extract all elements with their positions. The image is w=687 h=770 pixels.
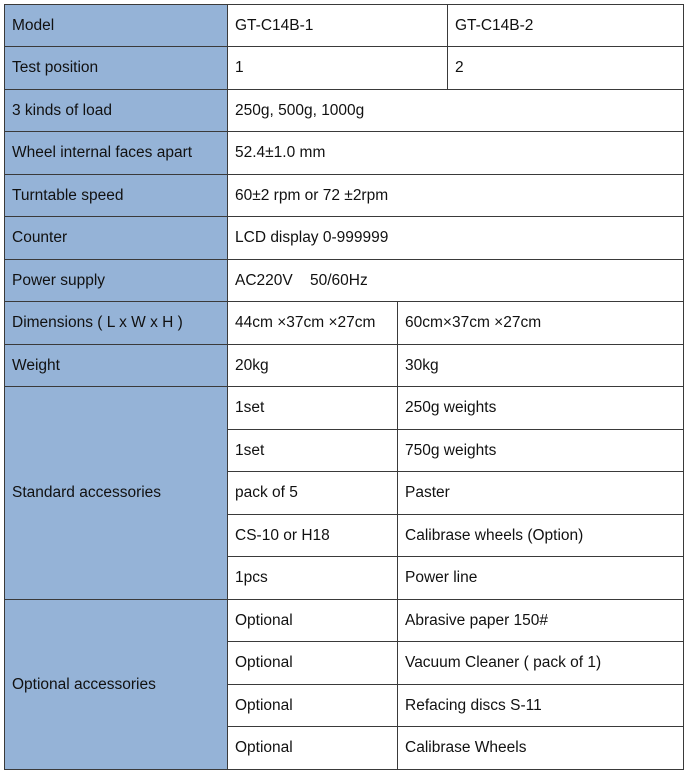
load-label: 3 kinds of load [5, 90, 228, 132]
test-position-value-1: 1 [228, 47, 448, 90]
weight-label: Weight [5, 345, 228, 387]
spec-table [4, 4, 684, 770]
accessory-name: Refacing discs S-11 [398, 685, 684, 727]
dimensions-value-1: 44cm ×37cm ×27cm [228, 302, 398, 345]
load-value: 250g, 500g, 1000g [228, 90, 684, 132]
row-turntable-speed [5, 175, 684, 217]
accessory-name: Paster [398, 472, 684, 515]
power-supply-label: Power supply [5, 260, 228, 302]
turntable-speed-value: 60±2 rpm or 72 ±2rpm [228, 175, 684, 217]
accessory-qty: Optional [228, 727, 398, 770]
accessory-qty: pack of 5 [228, 472, 398, 515]
weight-value-2: 30kg [398, 345, 684, 387]
accessory-name: Vacuum Cleaner ( pack of 1) [398, 642, 684, 685]
accessory-name: Power line [398, 557, 684, 600]
accessory-qty: 1set [228, 387, 398, 430]
model-value-2: GT-C14B-2 [448, 5, 684, 47]
row-load [5, 90, 684, 132]
wheel-faces-label: Wheel internal faces apart [5, 132, 228, 175]
row-model [5, 5, 684, 47]
optional-accessories-label: Optional accessories [5, 600, 228, 770]
weight-value-1: 20kg [228, 345, 398, 387]
counter-label: Counter [5, 217, 228, 260]
test-position-value-2: 2 [448, 47, 684, 90]
dimensions-label: Dimensions ( L x W x H ) [5, 302, 228, 345]
row-counter [5, 217, 684, 260]
accessory-name: 750g weights [398, 430, 684, 472]
accessory-name: Abrasive paper 150# [398, 600, 684, 642]
row-wheel-faces [5, 132, 684, 175]
accessory-qty: 1pcs [228, 557, 398, 600]
accessory-name: 250g weights [398, 387, 684, 430]
standard-accessory-row [5, 387, 684, 430]
dimensions-value-2: 60cm×37cm ×27cm [398, 302, 684, 345]
accessory-qty: 1set [228, 430, 398, 472]
accessory-qty: Optional [228, 600, 398, 642]
row-dimensions [5, 302, 684, 345]
turntable-speed-label: Turntable speed [5, 175, 228, 217]
power-supply-value: AC220V 50/60Hz [228, 260, 684, 302]
accessory-name: Calibrase Wheels [398, 727, 684, 770]
accessory-qty: Optional [228, 685, 398, 727]
accessory-qty: Optional [228, 642, 398, 685]
test-position-label: Test position [5, 47, 228, 90]
accessory-qty: CS-10 or H18 [228, 515, 398, 557]
model-value-1: GT-C14B-1 [228, 5, 448, 47]
wheel-faces-value: 52.4±1.0 mm [228, 132, 684, 175]
counter-value: LCD display 0-999999 [228, 217, 684, 260]
model-label: Model [5, 5, 228, 47]
optional-accessory-row [5, 600, 684, 642]
row-power-supply [5, 260, 684, 302]
accessory-name: Calibrase wheels (Option) [398, 515, 684, 557]
standard-accessories-label: Standard accessories [5, 387, 228, 600]
row-test-position [5, 47, 684, 90]
row-weight [5, 345, 684, 387]
